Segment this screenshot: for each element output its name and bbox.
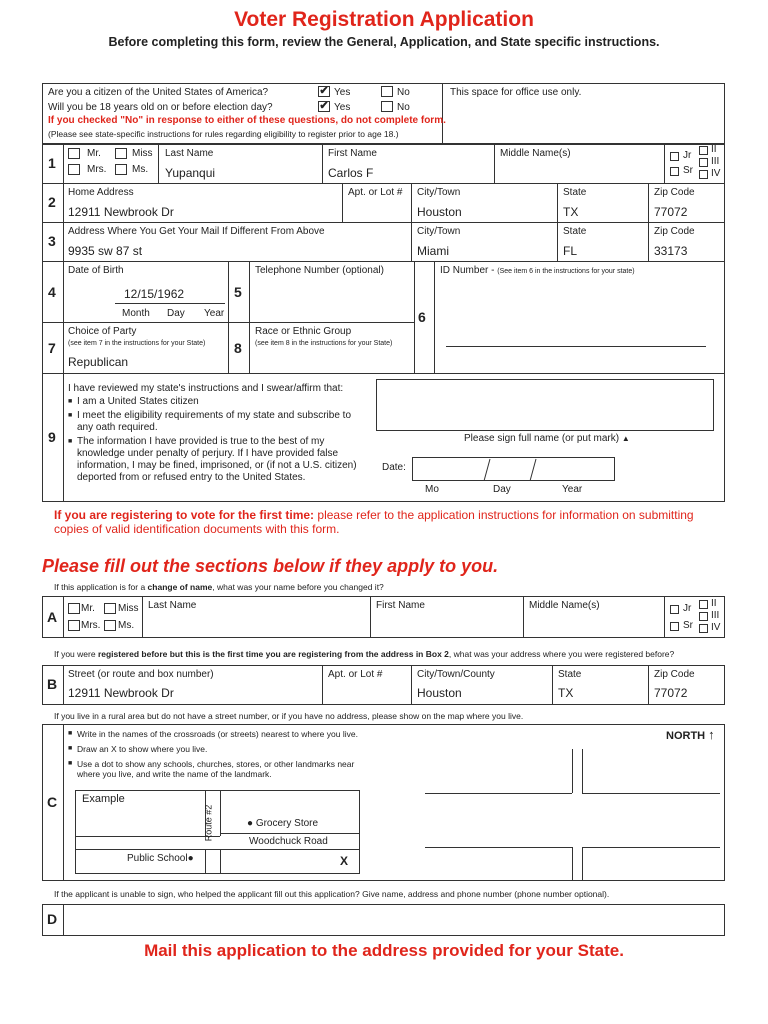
- signature-field[interactable]: [376, 379, 714, 431]
- public-school-landmark: Public School●: [127, 853, 194, 864]
- age-note: (Please see state-specific instructions for rules regarding eligibility to register prior to age 18.): [48, 129, 399, 139]
- map-road-line[interactable]: [582, 847, 583, 880]
- suffix-jr-label: Jr: [683, 150, 692, 161]
- party-note: (see item 7 in the instructions for your State): [68, 340, 206, 347]
- prev-suffix-iii-label: III: [711, 610, 720, 621]
- oath-intro: I have reviewed my state's instructions and I swear/affirm that:: [68, 383, 344, 394]
- prev-state-label: State: [558, 669, 582, 680]
- oath-item-eligibility: ■ I meet the eligibility requirements of my state and subscribe to any oath required.: [68, 410, 368, 434]
- mail-instruction: Mail this application to the address provided for your State.: [144, 941, 624, 960]
- suffix-iv-checkbox[interactable]: [699, 170, 708, 179]
- section-c-letter: C: [47, 794, 58, 810]
- example-label: Example: [82, 793, 125, 805]
- prev-ms-checkbox[interactable]: [104, 620, 116, 631]
- section-2-number: 2: [48, 194, 56, 210]
- citizen-no-checkbox[interactable]: [381, 86, 393, 97]
- section-a-note: If this application is for a change of name, what was your name before you changed it?: [54, 582, 384, 592]
- map-road-line[interactable]: [425, 847, 572, 848]
- prev-mrs-label: Mrs.: [81, 620, 101, 631]
- state-label: State: [563, 187, 587, 198]
- prev-suffix-ii-label: II: [711, 598, 717, 609]
- city-value[interactable]: Houston: [417, 205, 462, 219]
- date-year-label: Year: [562, 484, 583, 495]
- prev-zip-label: Zip Code: [654, 669, 695, 680]
- prev-suffix-jr-label: Jr: [683, 603, 692, 614]
- north-arrow-icon: ↑: [708, 727, 715, 742]
- section-7-number: 7: [48, 340, 56, 356]
- prev-suffix-iv-checkbox[interactable]: [699, 624, 708, 633]
- section-b-letter: B: [47, 676, 58, 692]
- dob-year-label: Year: [204, 308, 225, 319]
- section-1-number: 1: [48, 155, 56, 171]
- suffix-sr-checkbox[interactable]: [670, 167, 679, 176]
- prev-apt-label: Apt. or Lot #: [328, 669, 383, 680]
- oath-item-truth: ■ The information I have provided is true to the best of my knowledge under penalty of perjury. If I have provided false information, I may be fined, imprisoned, or (if not a U.S. citizen) deported from or refused entry to the United States.: [68, 436, 368, 484]
- mail-city-label: City/Town: [417, 226, 461, 237]
- prev-suffix-iii-checkbox[interactable]: [699, 612, 708, 621]
- map-instruction-x: ■ Draw an X to show where you live.: [68, 744, 368, 754]
- first-time-notice: [54, 508, 724, 536]
- map-road-line[interactable]: [582, 793, 720, 794]
- section-d-letter: D: [47, 911, 58, 927]
- last-name-label: Last Name: [165, 148, 214, 159]
- id-number-label-text: ID Number -: [440, 265, 495, 276]
- prev-street-label: Street (or route and box number): [68, 669, 214, 680]
- dob-month-label: Month: [122, 308, 150, 319]
- citizen-yes-checkbox[interactable]: ✔: [319, 85, 329, 97]
- prev-suffix-jr-checkbox[interactable]: [670, 605, 679, 614]
- section-c-note: If you live in a rural area but do not have a street number, or if you have no address, please show on the map where you live.: [54, 711, 524, 721]
- suffix-ii-checkbox[interactable]: [699, 146, 708, 155]
- age-no-label: No: [397, 102, 410, 113]
- map-road-line[interactable]: [582, 847, 720, 848]
- suffix-iv-label: IV: [711, 168, 721, 179]
- middle-name-label: Middle Name(s): [500, 148, 571, 159]
- title-miss-label: Miss: [132, 148, 153, 159]
- title-mr-checkbox[interactable]: [68, 148, 80, 159]
- age-yes-checkbox[interactable]: ✔: [319, 100, 329, 112]
- date-separators: [412, 457, 615, 481]
- section-b-note: If you were registered before but this is the first time you are registering from the address in Box 2, what was your address where you were registered before?: [54, 649, 675, 659]
- mail-address-label: Address Where You Get Your Mail If Different From Above: [68, 226, 325, 237]
- suffix-jr-checkbox[interactable]: [670, 152, 679, 161]
- form-title: Voter Registration Application: [234, 8, 534, 31]
- race-label: Race or Ethnic Group: [255, 326, 352, 337]
- map-road-line[interactable]: [425, 793, 572, 794]
- home-x-mark: X: [340, 854, 349, 868]
- title-mr-label: Mr.: [87, 148, 101, 159]
- home-address-label: Home Address: [68, 187, 134, 198]
- first-time-notice-text: please refer to the application instructions for information on submitting copies of valid identification documents with this form.: [54, 508, 694, 536]
- map-instruction-landmarks: ■ Use a dot to show any schools, churches, stores, or other landmarks near where you live, and write the name of the landmark.: [68, 759, 367, 779]
- age-no-checkbox[interactable]: [381, 101, 393, 112]
- zip-value[interactable]: 77072: [654, 205, 688, 219]
- first-time-notice-bold: If you are registering to vote for the first time:: [54, 508, 315, 522]
- map-road-line[interactable]: [572, 847, 573, 880]
- suffix-sr-label: Sr: [683, 165, 693, 176]
- mail-zip-label: Zip Code: [654, 226, 695, 237]
- apt-label: Apt. or Lot #: [348, 187, 403, 198]
- prev-city-value[interactable]: Houston: [417, 686, 462, 700]
- dob-day-label: Day: [167, 308, 185, 319]
- party-value[interactable]: Republican: [68, 355, 129, 369]
- zip-label: Zip Code: [654, 187, 695, 198]
- prev-middle-name-label: Middle Name(s): [529, 600, 600, 611]
- prev-state-value[interactable]: TX: [558, 686, 574, 700]
- oath-item-citizen: ■ I am a United States citizen: [68, 396, 368, 408]
- section-d-box[interactable]: [42, 904, 725, 936]
- dob-value[interactable]: 12/15/1962: [124, 287, 185, 301]
- caret-up-icon: ▲: [621, 434, 630, 443]
- prev-street-value[interactable]: 12911 Newbrook Dr: [68, 686, 174, 700]
- title-ms-checkbox[interactable]: [115, 164, 127, 175]
- suffix-iii-checkbox[interactable]: [699, 158, 708, 167]
- prev-city-label: City/Town/County: [417, 669, 495, 680]
- mail-state-label: State: [563, 226, 587, 237]
- first-name-label: First Name: [328, 148, 377, 159]
- dob-label: Date of Birth: [68, 265, 124, 276]
- citizen-no-label: No: [397, 87, 410, 98]
- title-mrs-checkbox[interactable]: [68, 164, 80, 175]
- state-value[interactable]: TX: [563, 205, 579, 219]
- optional-sections-title: Please fill out the sections below if they apply to you.: [42, 556, 499, 576]
- map-instruction-crossroads: ■ Write in the names of the crossroads (or streets) nearest to where you live.: [68, 729, 368, 739]
- section-6-number: 6: [418, 309, 426, 325]
- first-name-value[interactable]: Carlos F: [328, 166, 374, 180]
- mail-zip-value[interactable]: 33173: [654, 244, 688, 258]
- prev-miss-label: Miss: [118, 603, 139, 614]
- title-ms-label: Ms.: [132, 164, 149, 175]
- section-9-number: 9: [48, 429, 56, 445]
- race-note: (see item 8 in the instructions for your State): [255, 340, 393, 347]
- party-label: Choice of Party: [68, 326, 137, 337]
- prev-suffix-sr-checkbox[interactable]: [670, 622, 679, 631]
- home-address-value[interactable]: 12911 Newbrook Dr: [68, 205, 174, 219]
- section-5-number: 5: [234, 284, 242, 300]
- mail-address-value[interactable]: 9935 sw 87 st: [68, 244, 143, 258]
- map-road-line[interactable]: [572, 749, 573, 793]
- section-3-number: 3: [48, 233, 56, 249]
- prev-mr-checkbox[interactable]: [68, 603, 80, 614]
- date-label: Date:: [382, 462, 406, 473]
- form-subtitle: Before completing this form, review the General, Application, and State specific instructions.: [108, 35, 660, 49]
- prev-zip-value[interactable]: 77072: [654, 686, 688, 700]
- office-use-note: This space for office use only.: [450, 87, 582, 98]
- prev-mr-label: Mr.: [81, 603, 95, 614]
- city-label: City/Town: [417, 187, 461, 198]
- signature-label: Please sign full name (or put mark) ▲: [464, 433, 630, 444]
- prev-suffix-iv-label: IV: [711, 622, 721, 633]
- id-number-label: [440, 265, 635, 278]
- mail-city-value[interactable]: Miami: [417, 244, 449, 258]
- phone-label: Telephone Number (optional): [255, 265, 384, 276]
- route-label: Route #2: [203, 804, 214, 842]
- prev-first-name-label: First Name: [376, 600, 425, 611]
- prev-suffix-sr-label: Sr: [683, 620, 693, 631]
- prev-suffix-ii-checkbox[interactable]: [699, 600, 708, 609]
- id-number-note: (See item 6 in the instructions for your state): [497, 268, 635, 275]
- prev-mrs-checkbox[interactable]: [68, 620, 80, 631]
- woodchuck-road-label: Woodchuck Road: [249, 836, 328, 847]
- grocery-store-landmark: ● Grocery Store: [247, 818, 319, 829]
- last-name-value[interactable]: Yupanqui: [165, 166, 216, 180]
- suffix-iii-label: III: [711, 156, 720, 167]
- prev-last-name-label: Last Name: [148, 600, 197, 611]
- citizen-question: Are you a citizen of the United States of America?: [48, 87, 269, 98]
- title-mrs-label: Mrs.: [87, 164, 107, 175]
- section-8-number: 8: [234, 340, 242, 356]
- prev-miss-checkbox[interactable]: [104, 603, 116, 614]
- section-d-note: If the applicant is unable to sign, who helped the applicant fill out this application? Give name, address and phone number (phone number optional).: [54, 889, 610, 899]
- age-question: Will you be 18 years old on or before election day?: [48, 102, 273, 113]
- map-road-line[interactable]: [582, 749, 583, 793]
- prev-ms-label: Ms.: [118, 620, 135, 631]
- suffix-ii-label: II: [711, 144, 717, 155]
- date-mo-label: Mo: [425, 484, 439, 495]
- section-4-number: 4: [48, 284, 56, 300]
- dot-icon: ●: [247, 818, 254, 829]
- title-miss-checkbox[interactable]: [115, 148, 127, 159]
- section-a-letter: A: [47, 609, 58, 625]
- date-day-label: Day: [493, 484, 511, 495]
- citizen-yes-label: Yes: [334, 87, 351, 98]
- mail-state-value[interactable]: FL: [563, 244, 578, 258]
- dot-icon: ●: [187, 853, 194, 864]
- age-yes-label: Yes: [334, 102, 351, 113]
- eligibility-warning: If you checked "No" in response to either of these questions, do not complete form.: [48, 115, 446, 126]
- north-label: NORTH ↑: [666, 727, 715, 742]
